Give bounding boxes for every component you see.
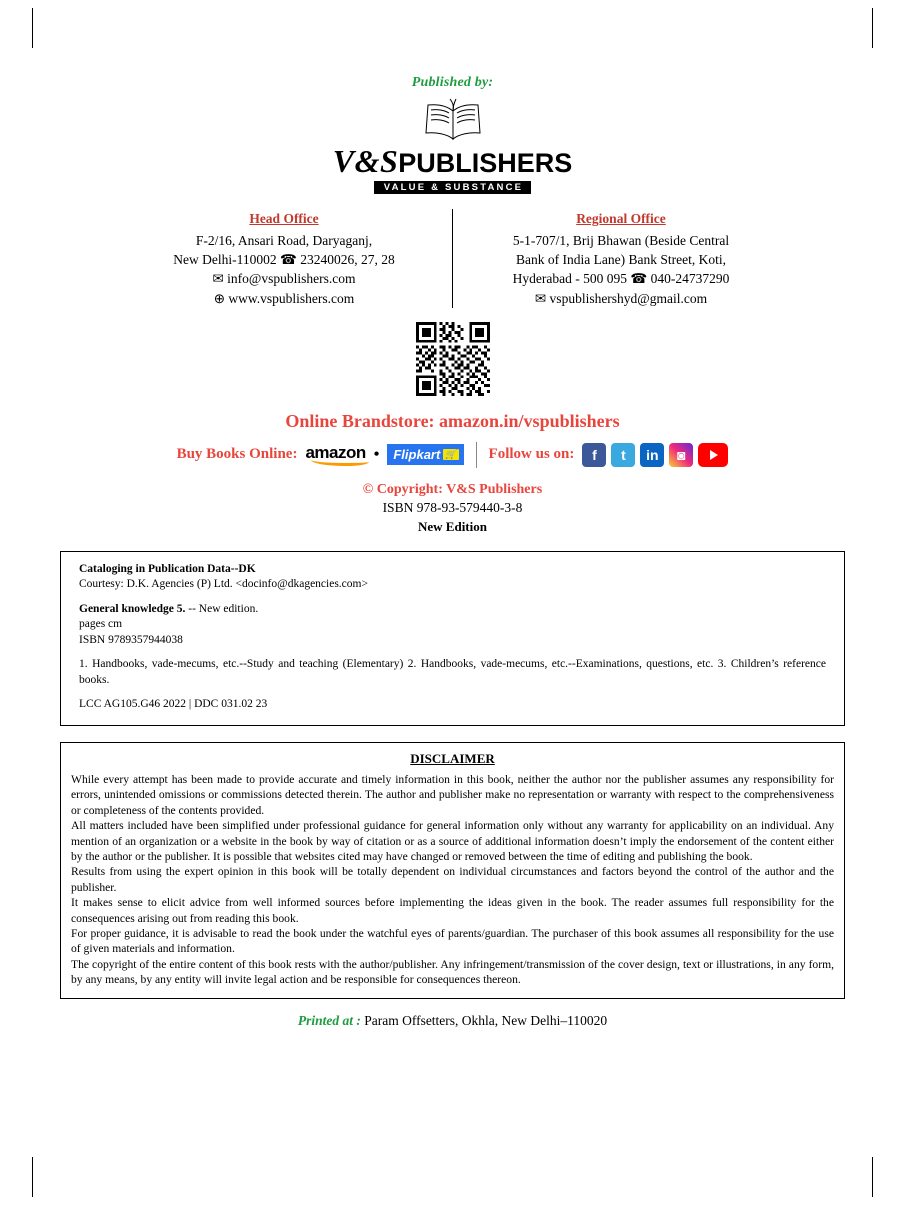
linkedin-icon[interactable]: in (640, 443, 664, 467)
published-by-label: Published by: (411, 75, 494, 90)
disclaimer-box (60, 742, 845, 999)
head-office-website: ⊕ www.vspublishers.com (213, 290, 355, 306)
printed-at-line (60, 1013, 845, 1029)
amazon-icon[interactable] (305, 444, 365, 466)
regional-office-email: ✉ vspublishershyd@gmail.com (534, 290, 708, 306)
cip-spacer-3 (79, 688, 826, 697)
head-office-email: ✉ info@vspublishers.com (212, 271, 356, 287)
crop-mark-bottom-right (872, 1157, 873, 1197)
crop-mark-top-right (872, 8, 873, 48)
disclaimer-paragraph: All matters included have been simplified under professional guidance for general information only without any warranty for applicability on an individual. Any mention of an organization or a website in the book by way of citation or as a source of additional information doesn’t imply the endorsement of the content either by the author or the publisher. It is possible that websites cited may have changed or removed between the time of editing and publishing the book. (71, 819, 834, 863)
head-office (134, 209, 452, 308)
regional-office-title: Regional Office (576, 211, 666, 226)
flipkart-icon[interactable] (387, 444, 463, 465)
qr-code-block (60, 322, 845, 401)
disclaimer-paragraph: For proper guidance, it is advisable to read the book under the watchful eyes of parents/guardian. The purchaser of this book assumes all responsibility for the use of given materials and information. (71, 926, 834, 956)
cip-title-bold: General knowledge 5. (79, 602, 186, 615)
publisher-tagline: VALUE & SUBSTANCE (374, 181, 531, 194)
isbn-line: ISBN 978-93-579440-3-8 (382, 499, 523, 515)
cip-classification: LCC AG105.G46 2022 | DDC 031.02 23 (79, 698, 268, 711)
edition-line: New Edition (418, 518, 487, 534)
buy-and-follow-row (60, 442, 845, 468)
publisher-name-vs: V&S (332, 143, 399, 179)
crop-mark-top-left (32, 8, 33, 48)
twitter-icon[interactable]: t (611, 443, 635, 467)
head-office-line-2: New Delhi-110002 ☎ 23240026, 27, 28 (173, 252, 395, 268)
cip-isbn: ISBN 9789357944038 (79, 633, 183, 646)
instagram-icon[interactable]: ◙ (669, 443, 693, 467)
qr-code-icon (416, 322, 490, 396)
cip-box (60, 551, 845, 726)
disclaimer-paragraph: It makes sense to elicit advice from well informed sources before implementing the ideas given in the book. The reader assumes full responsibility for the consequences arising out from reading this book. (71, 896, 834, 925)
disclaimer-title: DISCLAIMER (410, 750, 495, 766)
cip-subjects: 1. Handbooks, vade-mecums, etc.--Study and teaching (Elementary) 2. Handbooks, vade-mecums, etc.--Examinations, questions, etc. 3. Children’s reference books. (79, 658, 826, 686)
social-icons (582, 443, 728, 467)
regional-office (452, 209, 771, 308)
disclaimer-paragraph: The copyright of the entire content of this book rests with the author/publisher. Any infringement/transmission of the cover design, text or illustrations, in any form, by any means, by any entity will invite legal action and be responsible for consequences thereon. (71, 957, 834, 987)
offices-block (60, 209, 845, 308)
youtube-icon[interactable] (698, 443, 728, 467)
facebook-icon[interactable]: f (582, 443, 606, 467)
head-office-line-1: F-2/16, Ansari Road, Daryaganj, (195, 233, 373, 249)
colophon-content (60, 75, 845, 1029)
follow-us-label: Follow us on: (488, 446, 575, 463)
separator-dot: • (373, 445, 380, 463)
head-office-title: Head Office (249, 211, 319, 226)
regional-office-line-2: Bank of India Lane) Bank Street, Koti, (516, 252, 726, 268)
disclaimer-paragraph: Results from using the expert opinion in this book will be totally dependent on individual circumstances and factors beyond the control of the author and the publisher. (71, 865, 834, 894)
flipkart-wordmark: Flipkart (393, 447, 441, 463)
publisher-logo (60, 97, 845, 195)
flipkart-cart-icon: 🛒 (445, 449, 457, 460)
amazon-smile-icon (311, 456, 369, 466)
publisher-wordmark (60, 145, 845, 177)
open-book-icon (420, 97, 486, 147)
printed-at-value: Param Offsetters, Okhla, New Delhi–110020 (360, 1012, 608, 1028)
cip-spacer-1 (79, 593, 826, 602)
vertical-divider (476, 442, 477, 468)
amazon-wordmark: amazon (305, 442, 366, 462)
cip-title-rest: -- New edition. (185, 602, 259, 615)
disclaimer-paragraph: While every attempt has been made to provide accurate and timely information in this book, neither the author nor the publisher assumes any responsibility for errors, unintended omissions or commissions detected therein. The author and publisher make no representation or warranty with respect to the comprehensiveness or completeness of the contents provided. (71, 772, 834, 817)
cip-pages: pages cm (79, 618, 123, 631)
regional-office-line-1: 5-1-707/1, Brij Bhawan (Beside Central (512, 233, 730, 249)
play-triangle-icon (710, 450, 718, 460)
regional-office-line-3: Hyderabad - 500 095 ☎ 040-24737290 (512, 271, 730, 287)
publisher-name-publishers: PUBLISHERS (398, 148, 573, 178)
crop-mark-bottom-left (32, 1157, 33, 1197)
cip-courtesy: Courtesy: D.K. Agencies (P) Ltd. <docinfo@dkagencies.com> (79, 578, 368, 591)
cip-spacer-2 (79, 648, 826, 657)
copyright-line: © Copyright: V&S Publishers (362, 481, 543, 497)
buy-books-online-label: Buy Books Online: (176, 446, 298, 463)
cip-heading: Cataloging in Publication Data--DK (79, 562, 256, 575)
printed-at-label: Printed at : (297, 1012, 361, 1028)
online-brandstore-link[interactable]: Online Brandstore: amazon.in/vspublishers (285, 410, 620, 431)
